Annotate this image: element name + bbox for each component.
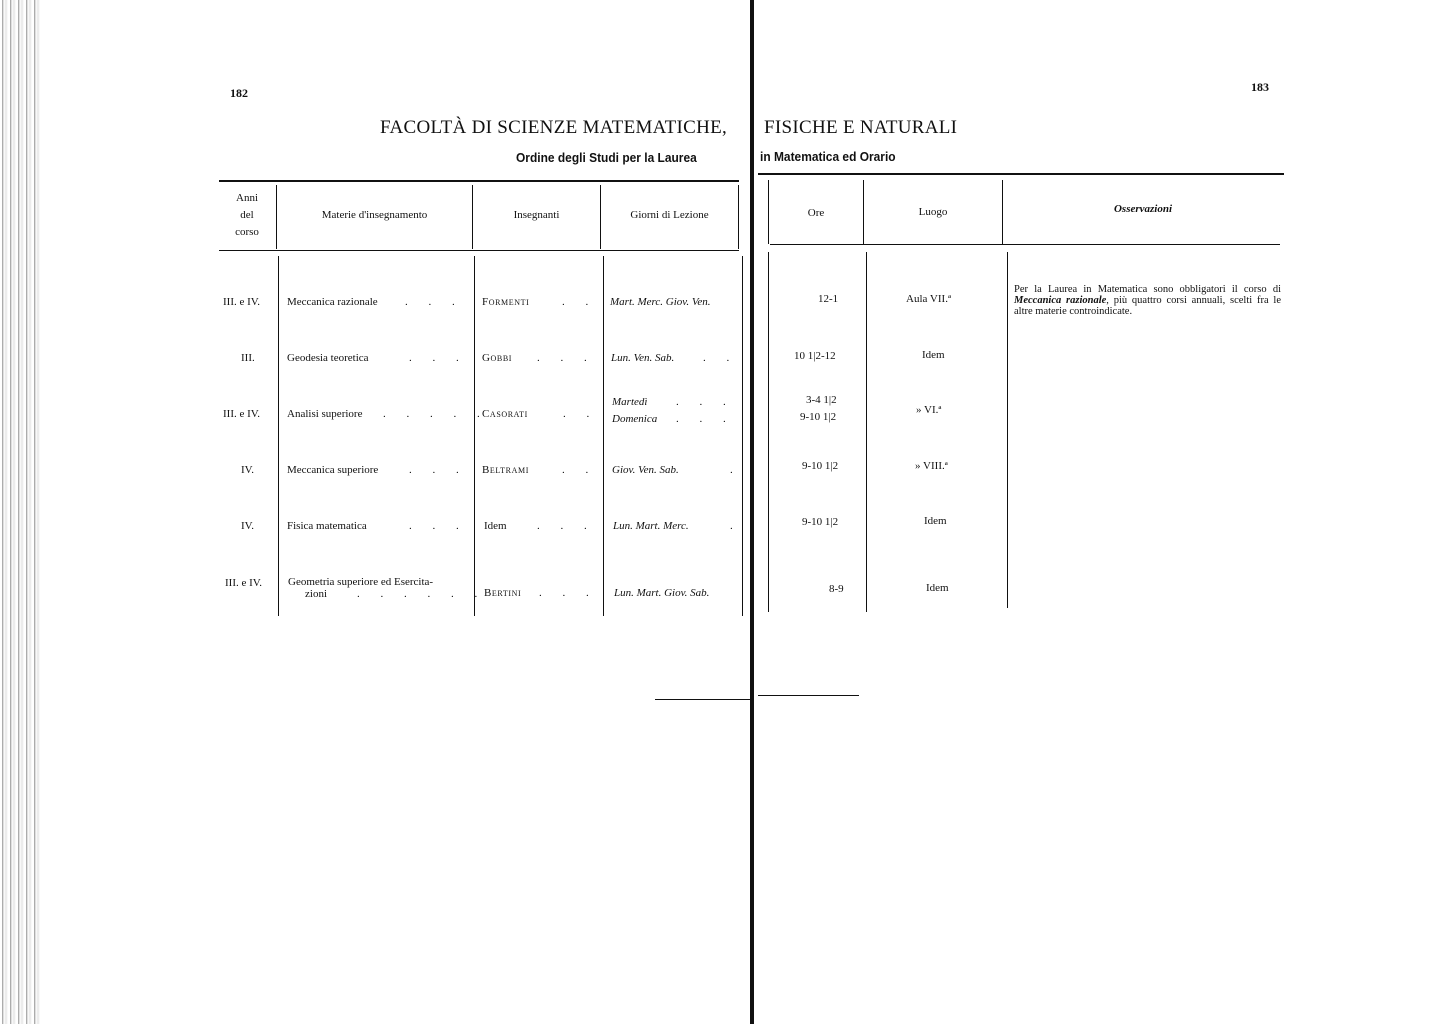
row-giorni-1: Martedì xyxy=(612,396,648,408)
row-materia-1: Geometria superiore ed Esercita- xyxy=(288,576,434,588)
subtitle-left: Ordine degli Studi per la Laurea xyxy=(516,150,697,165)
header-rule-top-left xyxy=(219,180,739,182)
header-anni: Anni del corso xyxy=(235,192,259,238)
row-anni: IV. xyxy=(241,520,254,532)
row-ore-2: 9-10 1|2 xyxy=(800,411,837,423)
col-sep xyxy=(768,252,769,612)
row-materia: Geodesia teoretica xyxy=(287,352,369,364)
row-insegnante: Gobbi xyxy=(482,352,513,364)
header-materie: Materie d'insegnamento xyxy=(321,209,428,221)
col-sep xyxy=(1007,252,1008,608)
row-materia: Meccanica razionale xyxy=(287,296,378,308)
row-giorni-2: Domenica xyxy=(612,413,658,425)
osservazioni-emphasis: Meccanica razionale xyxy=(1014,295,1107,306)
row-luogo: Aula VII.ª xyxy=(906,293,951,305)
binding-edge xyxy=(0,0,42,1024)
row-luogo: » VI.ª xyxy=(916,404,942,416)
row-insegnante: Bertini xyxy=(484,587,522,599)
leader-dots: . . . xyxy=(676,396,735,408)
row-luogo: Idem xyxy=(926,582,949,594)
leader-dots: . xyxy=(730,464,742,476)
row-anni: III. e IV. xyxy=(225,577,263,589)
header-osservazioni: Osservazioni xyxy=(1113,203,1173,215)
leader-dots: . . . xyxy=(405,296,464,308)
leader-dots: . . . xyxy=(409,352,468,364)
row-luogo: Idem xyxy=(924,515,947,527)
leader-dots: . . . xyxy=(539,587,598,599)
header-luogo: Luogo xyxy=(918,206,948,218)
row-materia-2: zioni xyxy=(305,588,327,600)
leader-dots: . . xyxy=(562,464,598,476)
header-rule-top-right xyxy=(758,173,1284,175)
row-ore-1: 3-4 1|2 xyxy=(806,394,837,406)
leader-dots: . . . xyxy=(537,520,596,532)
leader-dots: . . xyxy=(703,352,739,364)
page-number-right: 183 xyxy=(1251,80,1269,94)
row-anni: IV. xyxy=(241,464,254,476)
row-anni: III. e IV. xyxy=(223,296,261,308)
row-giorni: Lun. Ven. Sab. xyxy=(611,352,675,364)
row-materia: Analisi superiore xyxy=(287,408,363,420)
col-sep xyxy=(866,252,867,612)
book-spine xyxy=(750,0,754,1024)
leader-dots: . . . xyxy=(537,352,596,364)
row-insegnante: Formenti xyxy=(482,296,530,308)
leader-dots: . . . xyxy=(409,520,468,532)
leader-dots: . . . . . xyxy=(383,408,489,420)
row-ore: 8-9 xyxy=(829,583,844,595)
osservazioni-text-1: Per la Laurea in Matematica sono obbligatori il corso di xyxy=(1014,284,1281,295)
row-anni: III. xyxy=(241,352,255,364)
row-giorni: Giov. Ven. Sab. xyxy=(612,464,679,476)
col-sep xyxy=(742,256,743,616)
subtitle-right: in Matematica ed Orario xyxy=(760,149,896,164)
osservazioni-text-2: , più quattro corsi annuali, scelti fra le altre materie controindicate. xyxy=(1014,295,1281,317)
closing-rule-right xyxy=(758,695,859,696)
osservazioni-note xyxy=(1014,284,1281,317)
row-ore: 9-10 1|2 xyxy=(802,460,839,472)
col-sep xyxy=(474,256,475,616)
leader-dots: . . xyxy=(563,408,599,420)
row-insegnante: Idem xyxy=(484,520,507,532)
header-ore: Ore xyxy=(807,207,825,219)
row-giorni: Lun. Mart. Merc. xyxy=(613,520,689,532)
header-insegnanti: Insegnanti xyxy=(513,209,560,221)
leader-dots: . . . xyxy=(409,464,468,476)
row-materia: Meccanica superiore xyxy=(287,464,379,476)
row-insegnante: Casorati xyxy=(482,408,528,420)
header-rule-bottom-left xyxy=(219,250,739,251)
leader-dots: . . . . . . xyxy=(357,588,487,600)
leader-dots: . . . xyxy=(676,413,735,425)
row-luogo: » VIII.ª xyxy=(915,460,948,472)
col-sep xyxy=(603,256,604,616)
closing-rule-left xyxy=(655,699,750,700)
title-right: FISICHE E NATURALI xyxy=(764,117,958,138)
title-left: FACOLTÀ DI SCIENZE MATEMATICHE, xyxy=(380,117,728,138)
page-number-left: 182 xyxy=(230,86,248,100)
row-materia: Fisica matematica xyxy=(287,520,367,532)
row-ore: 9-10 1|2 xyxy=(802,516,839,528)
leader-dots: . . xyxy=(562,296,598,308)
row-ore: 10 1|2-12 xyxy=(794,350,836,362)
row-insegnante: Beltrami xyxy=(482,464,529,476)
leader-dots: . xyxy=(730,520,742,532)
col-sep xyxy=(738,185,739,249)
header-giorni: Giorni di Lezione xyxy=(630,209,709,221)
row-luogo: Idem xyxy=(922,349,945,361)
row-ore: 12-1 xyxy=(818,293,839,305)
row-giorni: Lun. Mart. Giov. Sab. xyxy=(614,587,710,599)
row-giorni: Mart. Merc. Giov. Ven. xyxy=(610,296,711,308)
col-sep xyxy=(278,256,279,616)
header-rule-bottom-right xyxy=(770,244,1280,245)
row-anni: III. e IV. xyxy=(223,408,261,420)
